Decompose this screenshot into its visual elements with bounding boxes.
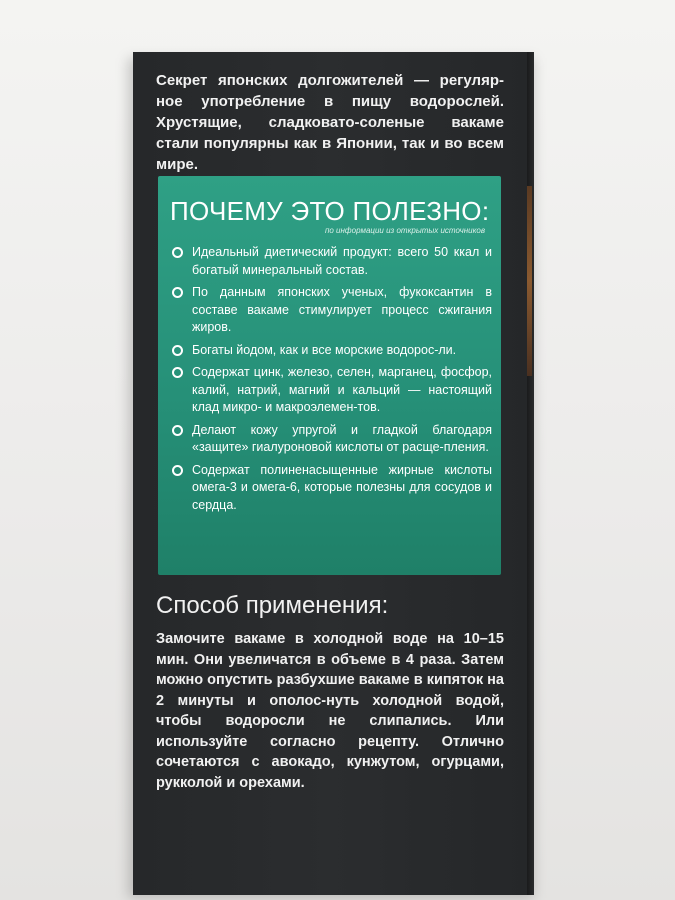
bullet-circle-icon (172, 247, 183, 258)
benefits-title: ПОЧЕМУ ЭТО ПОЛЕЗНО: (170, 196, 490, 226)
benefit-item (170, 422, 492, 457)
benefit-text: Идеальный диетический продукт: всего 50 ккал и богатый минеральный состав. (192, 245, 492, 277)
benefit-text: Делают кожу упругой и гладкой благодаря «защите» гиалуроновой кислоты от расще-пления. (192, 422, 492, 454)
bullet-circle-icon (172, 287, 183, 298)
benefits-panel (158, 176, 501, 575)
benefit-item (170, 342, 492, 360)
benefits-list (170, 244, 492, 519)
benefit-text: Богаты йодом, как и все морские водорос-ли. (192, 342, 457, 357)
package-side-accent (527, 186, 532, 376)
benefit-item (170, 284, 492, 337)
benefit-text: По данным японских ученых, фукоксантин в составе вакаме стимулирует процесс сжигания жиров. (192, 285, 492, 334)
product-package-back (133, 52, 527, 895)
benefit-text: Содержат цинк, железо, селен, марганец, фосфор, калий, натрий, магний и кальций — настоящий клад микро- и макроэлемен-тов. (192, 365, 492, 414)
intro-text: Секрет японских долгожителей — регуляр-ное употребление в пищу водорослей. Хрустящие, сладковато-соленые вакаме стали популярны как в Японии, так и во всем мире. (156, 72, 504, 173)
usage-text: Замочите вакаме в холодной воде на 10–15 мин. Они увеличатся в объеме в 4 раза. Затем можно опустить разбухшие вакаме в кипяток на 2 минуты и ополос-нуть холодной водой, чтобы водоросли не слипались. Или используйте согласно рецепту. Отлично сочетаются с авокадо, кунжутом, огурцами, рукколой и орехами. (156, 631, 504, 791)
bullet-circle-icon (172, 345, 183, 356)
benefit-item (170, 462, 492, 515)
usage-title: Способ применения: (156, 592, 389, 619)
benefit-item (170, 364, 492, 417)
bullet-circle-icon (172, 465, 183, 476)
benefit-item (170, 244, 492, 279)
package-side-edge (527, 52, 534, 895)
bullet-circle-icon (172, 367, 183, 378)
benefits-source-note: по информации из открытых источников (324, 226, 485, 235)
bullet-circle-icon (172, 425, 183, 436)
benefit-text: Содержат полиненасыщенные жирные кислоты омега-3 и омега-6, которые полезны для сосудов и сердца. (192, 462, 492, 512)
